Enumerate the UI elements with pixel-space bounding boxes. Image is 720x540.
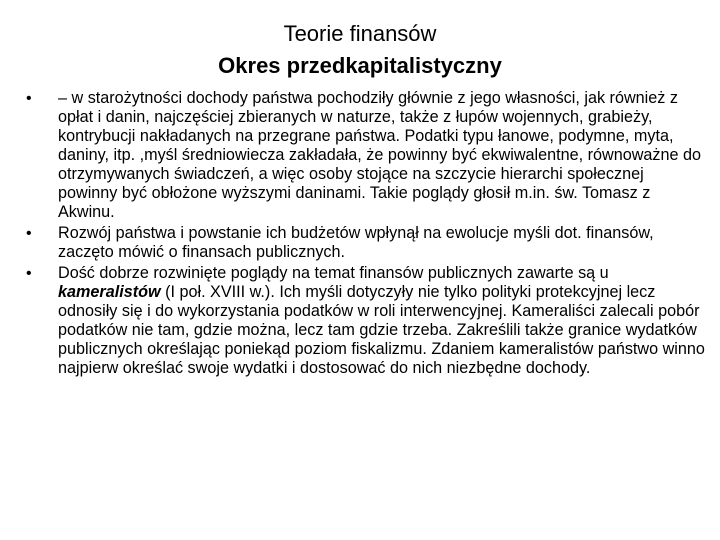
bullet-item-1 [26, 89, 706, 222]
title-line-1: Teorie finansów [283, 21, 437, 46]
bullet-item-2 [26, 224, 706, 262]
bullet-text-3-before: Dość dobrze rozwinięte poglądy na temat finansów publicznych zawarte są u [58, 264, 609, 282]
emphasis-kameralistow: kameralistów [58, 283, 161, 301]
bullet-text-3-after: (I poł. XVIII w.). Ich myśli dotyczyły nie tylko polityki protekcyjnej lecz odnosiły się i do wykorzystania podatków w roli interwencyjnej. Kameraliści zalecali pobór podatków nie tam, gdzie można, lecz tam gdzie trzeba. Zakreślili także granice wydatków publicznych określając poniekąd poziom fiskalizmu. Zdaniem kameralistów państwo winno najpierw określać swoje wydatki i dostosować do nich niezbędne dochody. [58, 283, 705, 377]
bullet-text-3 [58, 264, 706, 378]
bullet-list [26, 89, 706, 380]
bullet-text-1: – w starożytności dochody państwa pochodziły głównie z jego własności, jak również z opłat i danin, najczęściej zbieranych w naturze, także z łupów wojennych, grabieży, kontrybucji nakładanych na przegrane państwa. Podatki typu łanowe, podymne, myta, daniny, itp. ,myśl średniowiecza zakładała, że powinny być ekwiwalentne, równoważne do otrzymywanych świadczeń, a więc osoby stojące na szczycie hierarchi społecznej powinny być obłożone wyższymi daninami. Takie poglądy głosił m.in. św. Tomasz z Akwinu. [58, 89, 702, 221]
bullet-item-3 [26, 264, 706, 378]
bullet-dot-icon: • [26, 225, 32, 242]
bullet-dot-icon: • [26, 265, 32, 282]
bullet-dot-icon: • [26, 90, 32, 107]
slide-title [0, 18, 720, 82]
bullet-text-2: Rozwój państwa i powstanie ich budżetów wpłynął na ewolucje myśli dot. finansów, zaczęto mówić o finansach publicznych. [58, 224, 654, 261]
title-line-2: Okres przedkapitalistyczny [218, 53, 502, 78]
